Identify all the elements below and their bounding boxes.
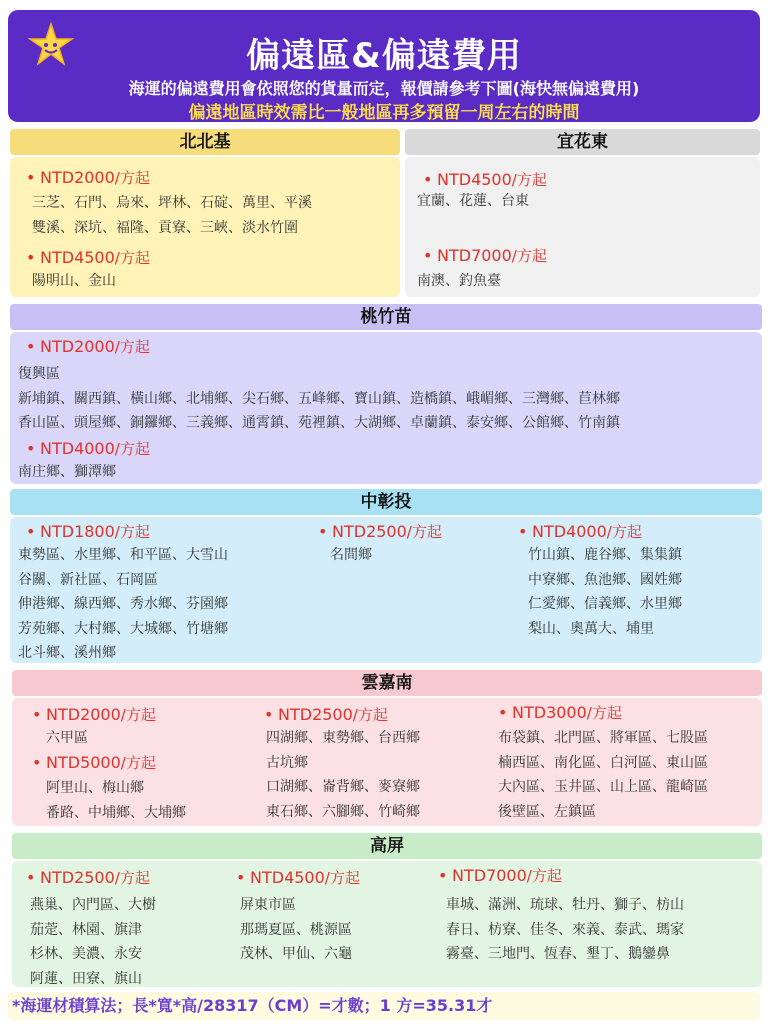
price-tier: • NTD4500/方起	[423, 170, 547, 189]
region-panel-yunjianan	[12, 698, 762, 826]
place-list: 四湖鄉、東勢鄉、台西鄉 古坑鄉 口湖鄉、崙背鄉、麥寮鄉 東石鄉、六腳鄉、竹崎鄉	[266, 730, 420, 820]
page-title: 偏遠區&偏遠費用	[246, 36, 522, 76]
price-tier: • NTD2000/方起	[26, 168, 150, 187]
region-panel-beibeiji	[10, 157, 400, 297]
place-list: 復興區 新埔鎮、關西鎮、橫山鄉、北埔鄉、尖石鄉、五峰鄉、寶山鎮、造橋鎮、峨嵋鄉、三灣鄉、苣林鄉 香山區、頭屋鄉、銅鑼鄉、三義鄉、通霄鎮、苑裡鎮、大湖鄉、卓蘭鎮、泰安鄉、公館鄉、竹南鎮	[18, 366, 620, 431]
place-list: 南庄鄉、獅潭鄉	[18, 464, 116, 480]
region-title-gaoping: 高屏	[12, 833, 762, 859]
price-tier: • NTD2000/方起	[26, 337, 150, 356]
price-tier: • NTD3000/方起	[498, 703, 622, 722]
place-list: 名間鄉	[330, 547, 372, 563]
region-panel-taozhumiao	[10, 332, 762, 484]
price-tier: • NTD2500/方起	[264, 705, 388, 724]
place-list: 陽明山、金山	[32, 273, 116, 289]
place-list: 阿里山、梅山鄉 番路、中埔鄉、大埔鄉	[46, 780, 186, 821]
region-title-beibeiji: 北北基	[10, 129, 400, 155]
place-list: 三芝、石門、烏來、坪林、石碇、萬里、平溪 雙溪、深坑、福隆、貢寮、三峽、淡水竹圍	[32, 195, 312, 236]
price-tier: • NTD7000/方起	[438, 866, 562, 885]
price-tier: • NTD4500/方起	[236, 868, 360, 887]
header-banner	[8, 10, 760, 122]
header-warning: 偏遠地區時效需比一般地區再多預留一周左右的時間	[188, 103, 580, 123]
place-list: 六甲區	[46, 730, 88, 746]
price-tier: • NTD2000/方起	[32, 705, 156, 724]
price-tier: • NTD4000/方起	[518, 522, 642, 541]
place-list: 車城、滿洲、琉球、牡丹、獅子、枋山 春日、枋寮、佳冬、來義、泰武、瑪家 霧臺、三地門、恆春、墾丁、鵝鑾鼻	[446, 897, 684, 962]
place-list: 燕巢、內門區、大樹 茄萣、林園、旗津 杉林、美濃、永安 阿蓮、田寮、旗山	[30, 897, 156, 987]
region-panel-yihuadong	[405, 157, 760, 297]
region-panel-gaoping	[12, 861, 762, 987]
place-list: 屏東市區 那瑪夏區、桃源區 茂林、甲仙、六龜	[240, 897, 352, 962]
place-list: 宜蘭、花蓮、台東	[417, 193, 529, 209]
price-tier: • NTD2500/方起	[318, 522, 442, 541]
price-tier: • NTD7000/方起	[423, 246, 547, 265]
place-list: 南澳、釣魚臺	[417, 273, 501, 289]
price-tier: • NTD1800/方起	[26, 522, 150, 541]
place-list: 竹山鎮、鹿谷鄉、集集鎮 中寮鄉、魚池鄉、國姓鄉 仁愛鄉、信義鄉、水里鄉 梨山、奧萬大、埔里	[528, 547, 682, 637]
region-panel-zhongzhangtou	[10, 517, 762, 663]
price-tier: • NTD2500/方起	[26, 868, 150, 887]
region-title-yihuadong: 宜花東	[405, 129, 760, 155]
header-note: 海運的偏遠費用會依照您的貨量而定，報價請參考下圖(海快無偏遠費用)	[128, 79, 640, 98]
place-list: 布袋鎮、北門區、將軍區、七股區 楠西區、南化區、白河區、東山區 大內區、玉井區、山上區、龍崎區 後壁區、左鎮區	[498, 730, 708, 820]
region-title-yunjianan: 雲嘉南	[12, 670, 762, 696]
price-tier: • NTD4000/方起	[26, 439, 150, 458]
price-tier: • NTD4500/方起	[26, 248, 150, 267]
place-list: 東勢區、水里鄉、和平區、大雪山 谷關、新社區、石岡區 伸港鄉、線西鄉、秀水鄉、芬園鄉 芳苑鄉、大村鄉、大城鄉、竹塘鄉 北斗鄉、溪州鄉	[18, 547, 228, 661]
price-tier: • NTD5000/方起	[32, 753, 156, 772]
region-title-taozhumiao: 桃竹苗	[10, 304, 762, 330]
volume-formula-note: *海運材積算法；長*寬*高/28317（CM）=才數；1 方=35.31才	[8, 992, 760, 1020]
region-title-zhongzhangtou: 中彰投	[10, 489, 762, 515]
